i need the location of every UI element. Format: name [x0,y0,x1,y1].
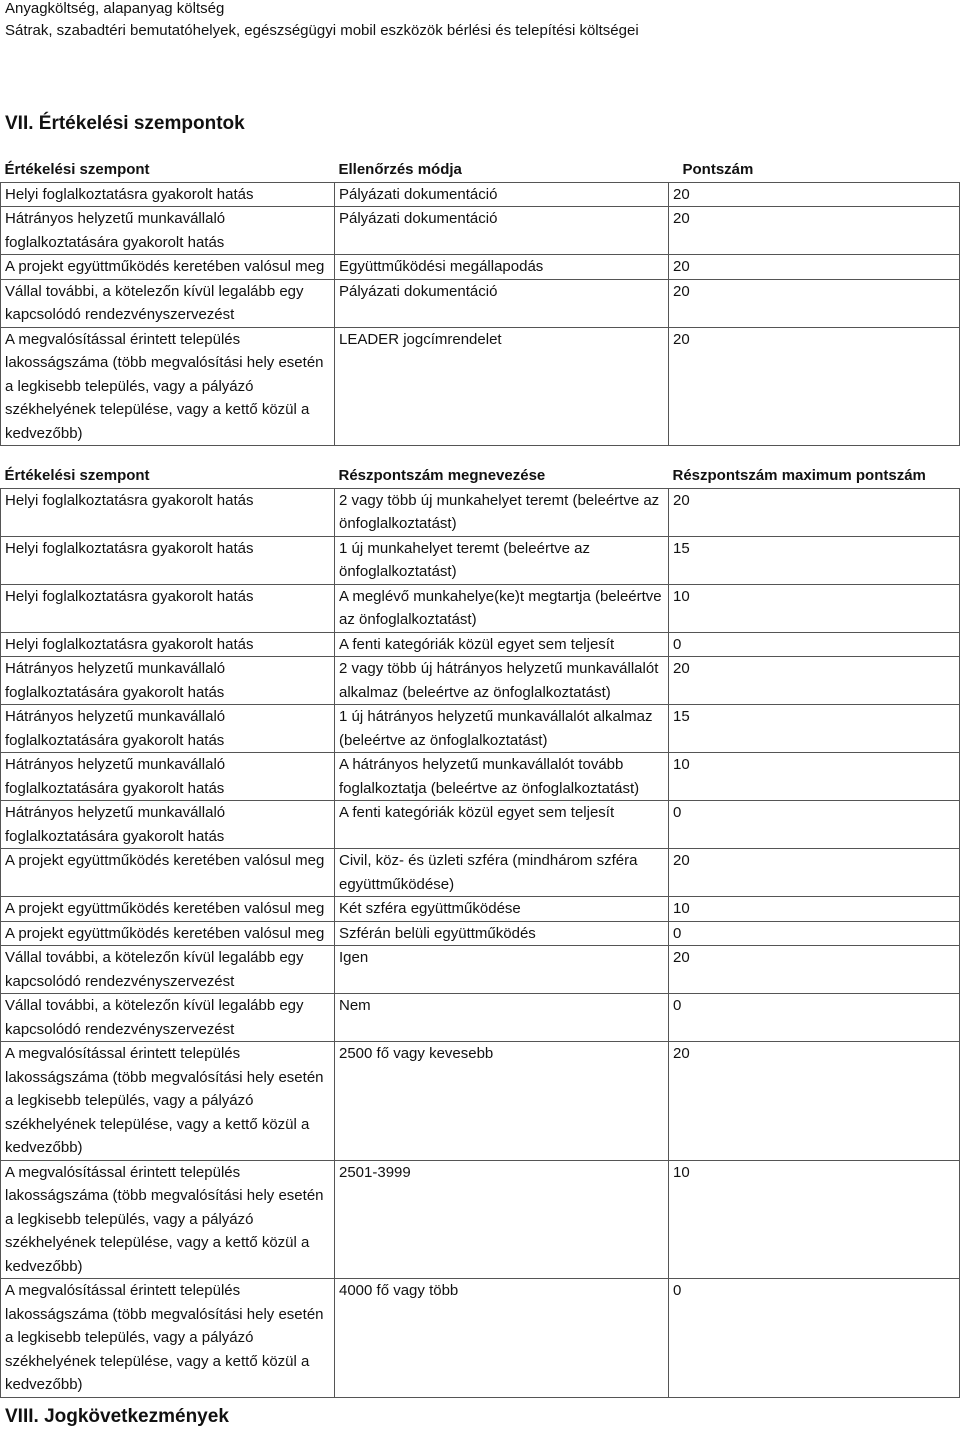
table2-criterion-cell: Hátrányos helyzetű munkavállaló foglalkoztatására gyakorolt hatás [1,657,335,705]
header-line-2: Sátrak, szabadtéri bemutatóhelyek, egészségügyi mobil eszközök bérlési és telepítési költségei [5,22,639,39]
header-line-1: Anyagköltség, alapanyag költség [5,0,225,17]
table2-criterion-cell: Vállal további, a kötelezőn kívül legalább egy kapcsolódó rendezvényszervezést [1,994,335,1042]
table2-criterion-cell: A projekt együttműködés keretében valósul meg [1,849,335,897]
table1-score-cell: 20 [669,279,960,327]
table2-score-cell: 0 [669,921,960,946]
table1-body [1,182,960,446]
table1-header-criterion: Értékelési szempont [1,158,335,182]
table2-criterion-cell: Vállal további, a kötelezőn kívül legalább egy kapcsolódó rendezvényszervezést [1,946,335,994]
table2-criterion-cell: A megvalósítással érintett település lakosságszáma (több megvalósítási hely esetén a legkisebb település, vagy a pályázó székhelyének települése, vagy a kettő közül a kedvezőbb) [1,1279,335,1398]
table2-score-cell: 20 [669,657,960,705]
table2-row [1,921,960,946]
table2-score-cell: 10 [669,1160,960,1279]
table1-score-cell: 20 [669,207,960,255]
evaluation-criteria-table [0,158,960,446]
table2-method-cell: 2 vagy több új munkahelyet teremt (beleértve az önfoglalkoztatást) [335,488,669,536]
table2-criterion-cell: A megvalósítással érintett település lakosságszáma (több megvalósítási hely esetén a legkisebb település, vagy a pályázó székhelyének települése, vagy a kettő közül a kedvezőbb) [1,1042,335,1161]
table2-criterion-cell: Helyi foglalkoztatásra gyakorolt hatás [1,584,335,632]
table1-criterion-cell: Vállal további, a kötelezőn kívül legalább egy kapcsolódó rendezvényszervezést [1,279,335,327]
table2-method-cell: 1 új munkahelyet teremt (beleértve az önfoglalkoztatást) [335,536,669,584]
table2-score-cell: 10 [669,897,960,922]
table2-row [1,705,960,753]
table1-method-cell: Pályázati dokumentáció [335,279,669,327]
table2-method-cell: 2500 fő vagy kevesebb [335,1042,669,1161]
table1-score-cell: 20 [669,255,960,280]
table2-header-criterion: Értékelési szempont [1,464,335,488]
table2-score-cell: 10 [669,753,960,801]
table2-row [1,488,960,536]
table2-method-cell: Szférán belüli együttműködés [335,921,669,946]
table2-score-cell: 0 [669,801,960,849]
subscore-table [0,464,960,1398]
table2-criterion-cell: A megvalósítással érintett település lakosságszáma (több megvalósítási hely esetén a legkisebb település, vagy a pályázó székhelyének települése, vagy a kettő közül a kedvezőbb) [1,1160,335,1279]
table2-method-cell: A hátrányos helyzetű munkavállalót tovább foglalkoztatja (beleértve az önfoglalkoztatást) [335,753,669,801]
table2-row [1,1279,960,1398]
table2-criterion-cell: Hátrányos helyzetű munkavállaló foglalkoztatására gyakorolt hatás [1,705,335,753]
table2-method-cell: 2 vagy több új hátrányos helyzetű munkavállalót alkalmaz (beleértve az önfoglalkoztatást) [335,657,669,705]
table2-row [1,994,960,1042]
table2-row [1,632,960,657]
table1-criterion-cell: Helyi foglalkoztatásra gyakorolt hatás [1,182,335,207]
table2-body [1,488,960,1397]
table2-score-cell: 0 [669,994,960,1042]
table1-row [1,182,960,207]
table1-score-cell: 20 [669,327,960,446]
table2-method-cell: Nem [335,994,669,1042]
table2-row [1,1160,960,1279]
table1-method-cell: Együttműködési megállapodás [335,255,669,280]
table2-criterion-cell: Hátrányos helyzetű munkavállaló foglalkoztatására gyakorolt hatás [1,753,335,801]
table2-row [1,753,960,801]
table2-method-cell: 1 új hátrányos helyzetű munkavállalót alkalmaz (beleértve az önfoglalkoztatást) [335,705,669,753]
table2-row [1,897,960,922]
table2-header-max-score: Részpontszám maximum pontszám [669,464,960,488]
table2-score-cell: 20 [669,946,960,994]
table2-score-cell: 15 [669,536,960,584]
table2-row [1,536,960,584]
table2-method-cell: 2501-3999 [335,1160,669,1279]
table2-criterion-cell: Helyi foglalkoztatásra gyakorolt hatás [1,632,335,657]
table2-score-cell: 20 [669,488,960,536]
table1-method-cell: Pályázati dokumentáció [335,182,669,207]
table1-criterion-cell: A megvalósítással érintett település lakosságszáma (több megvalósítási hely esetén a legkisebb település, vagy a pályázó székhelyének települése, vagy a kettő közül a kedvezőbb) [1,327,335,446]
table2-score-cell: 20 [669,1042,960,1161]
table2-row [1,584,960,632]
table1-criterion-cell: A projekt együttműködés keretében valósul meg [1,255,335,280]
section-8-title: VIII. Jogkövetkezmények [5,1406,229,1427]
table2-method-cell: 4000 fő vagy több [335,1279,669,1398]
table2-criterion-cell: A projekt együttműködés keretében valósul meg [1,921,335,946]
table1-method-cell: Pályázati dokumentáció [335,207,669,255]
table1-row [1,255,960,280]
table1-header-method: Ellenőrzés módja [335,158,669,182]
table2-score-cell: 15 [669,705,960,753]
table1-score-cell: 20 [669,182,960,207]
table1-row [1,327,960,446]
table1-header-score: Pontszám [669,158,960,182]
table2-row [1,849,960,897]
table2-header-subscore-name: Részpontszám megnevezése [335,464,669,488]
table1-row [1,279,960,327]
table2-method-cell: A meglévő munkahelye(ke)t megtartja (beleértve az önfoglalkoztatást) [335,584,669,632]
table1-criterion-cell: Hátrányos helyzetű munkavállaló foglalkoztatására gyakorolt hatás [1,207,335,255]
table2-row [1,657,960,705]
table2-criterion-cell: Helyi foglalkoztatásra gyakorolt hatás [1,488,335,536]
table1-row [1,207,960,255]
table2-criterion-cell: Helyi foglalkoztatásra gyakorolt hatás [1,536,335,584]
table2-method-cell: A fenti kategóriák közül egyet sem teljesít [335,801,669,849]
table2-row [1,801,960,849]
table2-row [1,946,960,994]
section-7-title: VII. Értékelési szempontok [5,113,245,134]
table2-method-cell: A fenti kategóriák közül egyet sem teljesít [335,632,669,657]
table1-method-cell: LEADER jogcímrendelet [335,327,669,446]
table2-method-cell: Igen [335,946,669,994]
table2-score-cell: 20 [669,849,960,897]
table2-criterion-cell: A projekt együttműködés keretében valósul meg [1,897,335,922]
table2-score-cell: 10 [669,584,960,632]
table2-row [1,1042,960,1161]
table2-score-cell: 0 [669,632,960,657]
table2-score-cell: 0 [669,1279,960,1398]
table2-method-cell: Civil, köz- és üzleti szféra (mindhárom szféra együttműködése) [335,849,669,897]
table2-criterion-cell: Hátrányos helyzetű munkavállaló foglalkoztatására gyakorolt hatás [1,801,335,849]
table2-method-cell: Két szféra együttműködése [335,897,669,922]
